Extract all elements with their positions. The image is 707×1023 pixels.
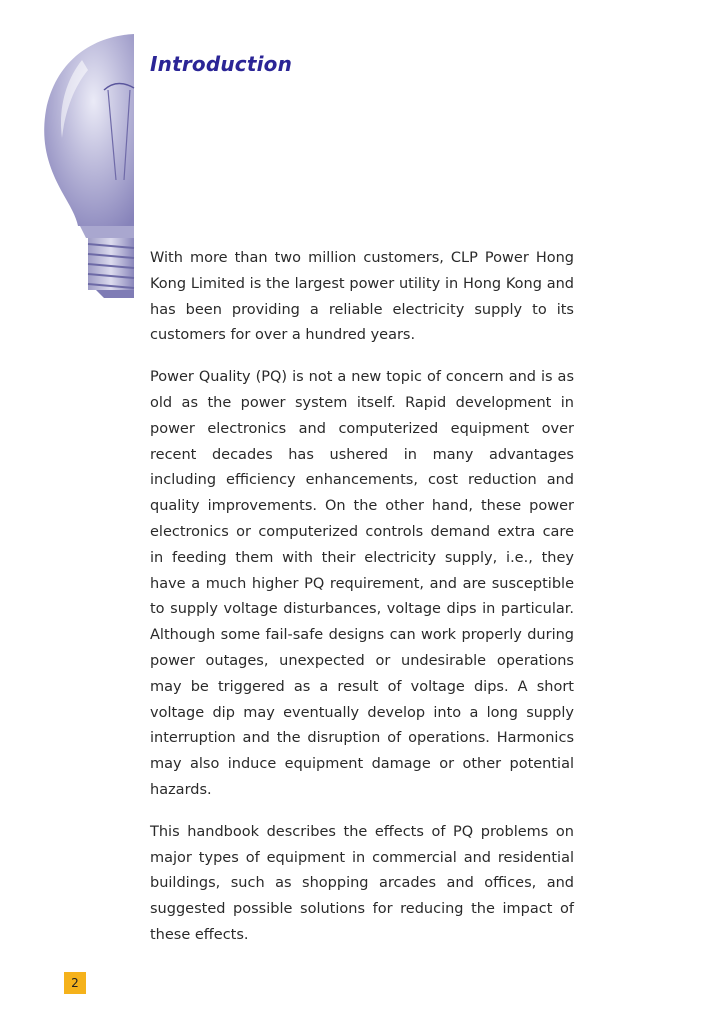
paragraph: Power Quality (PQ) is not a new topic of concern and is as old as the power system itself. Rapid development in power electronics and computerized equipment over recent decades has ushered in many advantages including efficiency enhancements, cost reduction and quality improvements. On the other hand, these power electronics or computerized controls demand extra care in feeding them with their electricity supply, i.e., they have a much higher PQ requirement, and are susceptible to supply voltage disturbances, voltage dips in particular. Although some fail-safe designs can work properly during power outages, unexpected or undesirable operations may be triggered as a result of voltage dips. A short voltage dip may eventually develop into a long supply interruption and the disruption of operations. Harmonics may also induce equipment damage or other potential hazards. xyxy=(150,369,574,798)
paragraph: This handbook describes the effects of PQ problems on major types of equipment in commercial and residential buildings, such as shopping arcades and offices, and suggested possible solutions for reducing the impact of these effects. xyxy=(150,823,574,943)
page-title: Introduction xyxy=(150,52,293,76)
body-text xyxy=(150,246,574,965)
page-number: 2 xyxy=(64,972,86,994)
light-bulb-icon xyxy=(38,30,138,300)
paragraph: With more than two million customers, CLP Power Hong Kong Limited is the largest power utility in Hong Kong and has been providing a reliable electricity supply to its customers for over a hundred years. xyxy=(150,250,574,344)
